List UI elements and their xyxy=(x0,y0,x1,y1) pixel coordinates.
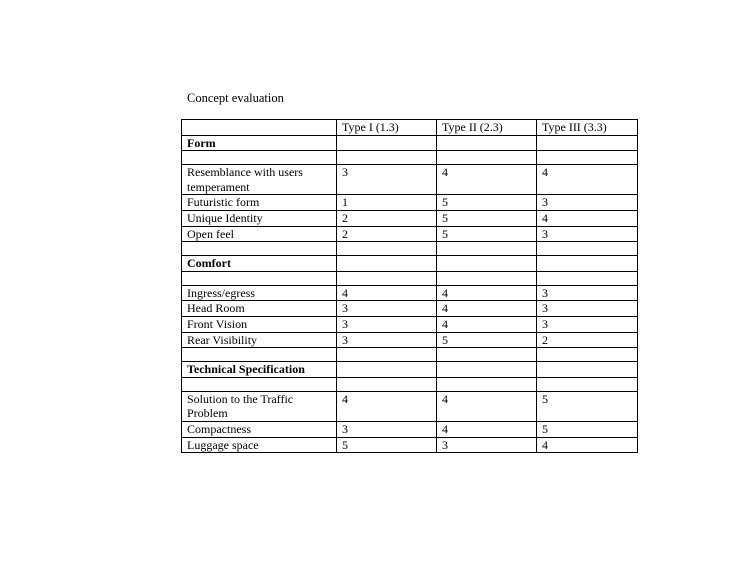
score-cell-type-2: 4 xyxy=(437,301,537,317)
section-title: Form xyxy=(182,135,337,151)
empty-cell xyxy=(437,242,537,256)
empty-cell xyxy=(337,242,437,256)
criterion-cell: Unique Identity xyxy=(182,210,337,226)
header-cell-type-3: Type III (3.3) xyxy=(537,120,638,136)
score-cell-type-1: 3 xyxy=(337,165,437,195)
spacer-row xyxy=(182,271,638,285)
empty-cell xyxy=(537,135,638,151)
score-cell-type-3: 5 xyxy=(537,421,638,437)
score-cell-type-1: 3 xyxy=(337,316,437,332)
score-cell-type-1: 3 xyxy=(337,421,437,437)
score-cell-type-3: 4 xyxy=(537,165,638,195)
empty-cell xyxy=(537,362,638,378)
empty-cell xyxy=(337,348,437,362)
table-row xyxy=(182,421,638,437)
empty-cell xyxy=(337,135,437,151)
score-cell-type-1: 2 xyxy=(337,210,437,226)
empty-cell xyxy=(337,256,437,272)
empty-cell xyxy=(537,242,638,256)
document-title: Concept evaluation xyxy=(187,91,284,105)
score-cell-type-2: 4 xyxy=(437,316,537,332)
empty-cell xyxy=(537,151,638,165)
empty-cell xyxy=(437,256,537,272)
empty-cell xyxy=(537,348,638,362)
score-cell-type-2: 5 xyxy=(437,226,537,242)
empty-cell xyxy=(537,271,638,285)
table-row xyxy=(182,301,638,317)
empty-cell xyxy=(437,151,537,165)
score-cell-type-3: 3 xyxy=(537,301,638,317)
score-cell-type-2: 4 xyxy=(437,421,537,437)
score-cell-type-2: 4 xyxy=(437,391,537,421)
empty-cell xyxy=(182,151,337,165)
score-cell-type-2: 3 xyxy=(437,437,537,453)
score-cell-type-2: 4 xyxy=(437,165,537,195)
table-row xyxy=(182,316,638,332)
table-row xyxy=(182,195,638,211)
empty-cell xyxy=(337,271,437,285)
score-cell-type-3: 3 xyxy=(537,316,638,332)
header-cell-type-1: Type I (1.3) xyxy=(337,120,437,136)
score-cell-type-3: 3 xyxy=(537,285,638,301)
section-title: Comfort xyxy=(182,256,337,272)
empty-cell xyxy=(182,242,337,256)
criterion-cell: Rear Visibility xyxy=(182,332,337,348)
section-title: Technical Specification xyxy=(182,362,337,378)
criterion-cell: Luggage space xyxy=(182,437,337,453)
spacer-row xyxy=(182,242,638,256)
empty-cell xyxy=(337,377,437,391)
criterion-cell: Futuristic form xyxy=(182,195,337,211)
criterion-cell: Open feel xyxy=(182,226,337,242)
table-row xyxy=(182,437,638,453)
score-cell-type-1: 1 xyxy=(337,195,437,211)
table-row xyxy=(182,165,638,195)
score-cell-type-1: 4 xyxy=(337,285,437,301)
empty-cell xyxy=(437,271,537,285)
table-row xyxy=(182,391,638,421)
empty-cell xyxy=(437,362,537,378)
empty-cell xyxy=(537,256,638,272)
empty-cell xyxy=(182,348,337,362)
table-row xyxy=(182,226,638,242)
table-row xyxy=(182,285,638,301)
empty-cell xyxy=(182,271,337,285)
table-row xyxy=(182,332,638,348)
table-row xyxy=(182,210,638,226)
score-cell-type-1: 4 xyxy=(337,391,437,421)
spacer-row xyxy=(182,348,638,362)
header-cell-criterion xyxy=(182,120,337,136)
concept-evaluation-table xyxy=(181,119,638,453)
score-cell-type-3: 5 xyxy=(537,391,638,421)
criterion-cell: Compactness xyxy=(182,421,337,437)
score-cell-type-2: 5 xyxy=(437,195,537,211)
criterion-cell: Solution to the Traffic Problem xyxy=(182,391,337,421)
score-cell-type-1: 2 xyxy=(337,226,437,242)
empty-cell xyxy=(182,377,337,391)
criterion-cell: Ingress/egress xyxy=(182,285,337,301)
criterion-cell: Front Vision xyxy=(182,316,337,332)
empty-cell xyxy=(337,151,437,165)
score-cell-type-1: 3 xyxy=(337,301,437,317)
score-cell-type-1: 5 xyxy=(337,437,437,453)
criterion-cell: Resemblance with users temperament xyxy=(182,165,337,195)
score-cell-type-2: 5 xyxy=(437,332,537,348)
score-cell-type-3: 4 xyxy=(537,210,638,226)
score-cell-type-1: 3 xyxy=(337,332,437,348)
score-cell-type-2: 5 xyxy=(437,210,537,226)
section-row-form xyxy=(182,135,638,151)
spacer-row xyxy=(182,151,638,165)
spacer-row xyxy=(182,377,638,391)
section-row-technical-specification xyxy=(182,362,638,378)
score-cell-type-3: 4 xyxy=(537,437,638,453)
empty-cell xyxy=(437,377,537,391)
score-cell-type-3: 3 xyxy=(537,195,638,211)
score-cell-type-3: 3 xyxy=(537,226,638,242)
section-row-comfort xyxy=(182,256,638,272)
header-cell-type-2: Type II (2.3) xyxy=(437,120,537,136)
empty-cell xyxy=(437,135,537,151)
empty-cell xyxy=(337,362,437,378)
score-cell-type-3: 2 xyxy=(537,332,638,348)
empty-cell xyxy=(537,377,638,391)
score-cell-type-2: 4 xyxy=(437,285,537,301)
criterion-cell: Head Room xyxy=(182,301,337,317)
empty-cell xyxy=(437,348,537,362)
table-header-row xyxy=(182,120,638,136)
